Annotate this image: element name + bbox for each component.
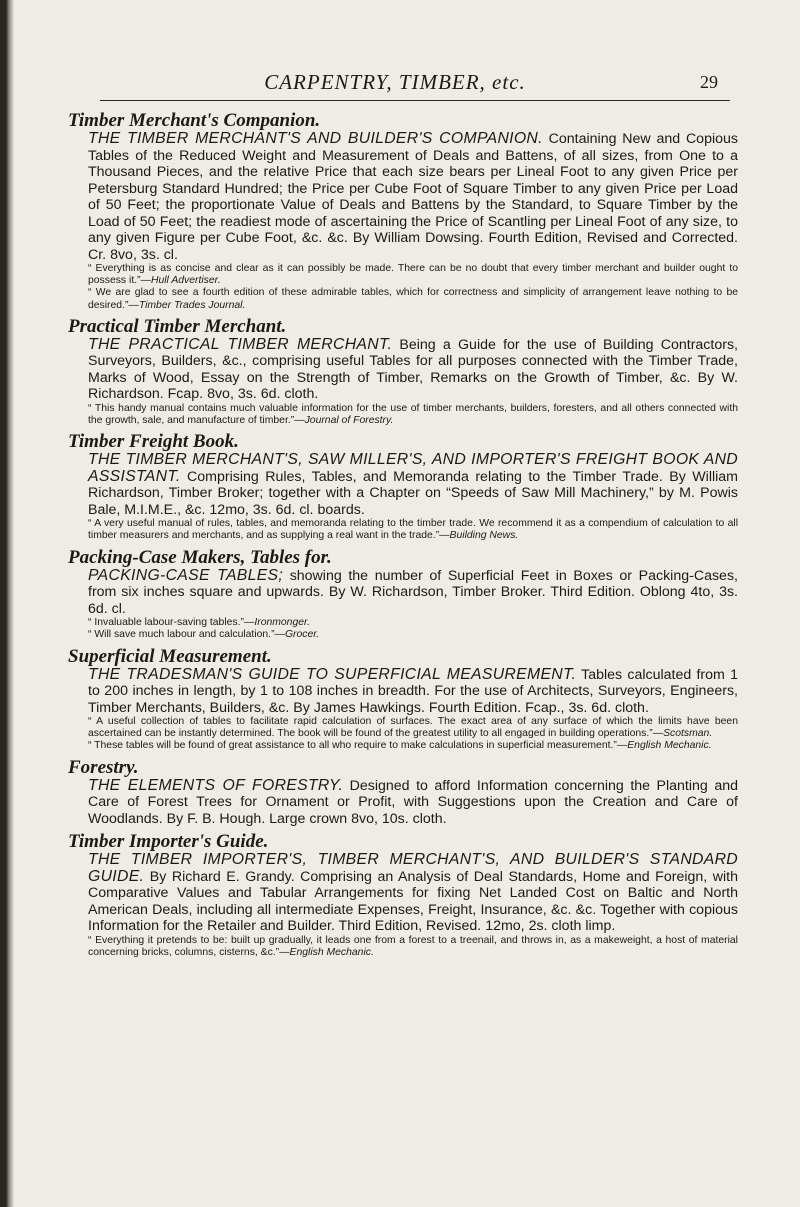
review-quote [88, 518, 738, 542]
book-title: THE TIMBER IMPORTER'S, TIMBER MERCHANT'S, AND BUILDER'S STANDARD GUIDE. [88, 851, 738, 885]
entry-description [88, 131, 738, 263]
book-details: Designed to afford Information concerning the Planting and Care of Forest Trees for Ornament or Profit, with Suggestions upon the Creation and Care of Woodlands. By F. B. Hough. Large crown 8vo, 10s. cloth. [88, 777, 738, 827]
entry-description [88, 452, 738, 518]
quote-text: “ Everything is as concise and clear as it can possibly be made. There can be no doubt that every timber merchant and builder ought to possess it.”— [88, 263, 738, 287]
book-details: Containing New and Copious Tables of the Reduced Weight and Measurement of Deals and Battens, of all sizes, from One to a Thousand Pieces, and the relative Price that each size bears per Lineal Foot to any given Price per Petersburg Standard Hundred; the Price per Cube Foot of Square Timber to any given Price per Load of 50 Feet; the proportionate Value of Deals and Battens by the Standard, to Square Timber by the Load of 50 Feet; the readiest mode of ascertaining the Price of Scantling per Lineal Foot of any size, to any given Figure per Cube Foot, &c. &c. By William Dowsing. Fourth Edition, Revised and Corrected. Cr. 8vo, 3s. cl. [88, 131, 738, 263]
review-quote [88, 287, 738, 311]
catalogue-entry [68, 757, 738, 828]
quote-source: Building News. [449, 530, 519, 542]
entry-heading: Superficial Measurement. [68, 645, 272, 667]
entry-heading: Timber Freight Book. [68, 431, 239, 453]
quote-text: “ These tables will be found of great assistance to all who require to make calculations in superficial measurement.”— [88, 740, 628, 752]
entry-description [88, 568, 738, 618]
quote-source: Scotsman. [663, 728, 713, 740]
book-details: Tables calculated from 1 to 200 inches in length, by 1 to 108 inches in breadth. For the use of Architects, Surveyors, Engineers, Timber Merchants, Builders, &c. By James Hawkings. Fourth Edition. Fcap., 3s. 6d. cloth. [88, 666, 738, 716]
review-quote [88, 740, 738, 752]
book-title: THE ELEMENTS OF FORESTRY. [88, 776, 344, 794]
quote-source: Journal of Forestry. [304, 415, 394, 427]
page-number: 29 [700, 72, 718, 92]
catalogue-entry [68, 431, 738, 542]
catalogue-entries [68, 110, 738, 963]
entry-description [88, 667, 738, 717]
quote-text: “ Invaluable labour-saving tables.”— [88, 617, 255, 629]
book-title: PACKING-CASE TABLES; [88, 566, 284, 584]
entry-heading: Timber Merchant's Companion. [68, 110, 321, 131]
book-spine-shadow [0, 0, 14, 1207]
book-details: By Richard E. Grandy. Comprising an Analysis of Deal Standards, Home and Foreign, with Comparative Values and Tabular Arrangements for fixing Net Landed Cost on Baltic and North American Deals, including all intermediate Expenses, Freight, Insurance, &c. &c. Together with copious Information for the Retailer and Builder. Third Edition, Revised. 12mo, 2s. cloth limp. [88, 868, 738, 935]
entry-heading: Practical Timber Merchant. [68, 315, 287, 337]
entry-description [88, 778, 738, 828]
catalogue-entry [68, 316, 738, 427]
catalogue-entry [68, 110, 738, 312]
review-quote [88, 617, 738, 629]
quote-source: Hull Advertiser. [150, 275, 221, 287]
quote-text: “ We are glad to see a fourth edition of these admirable tables, which for correctness and simplicity of arrangement leave nothing to be desired.”— [88, 287, 738, 311]
quote-source: English Mechanic. [627, 740, 712, 752]
entry-description [88, 337, 738, 403]
quote-source: Timber Trades Journal. [138, 299, 246, 311]
entry-heading: Packing-Case Makers, Tables for. [68, 546, 332, 568]
catalogue-entry [68, 646, 738, 753]
quote-source: Ironmonger. [254, 617, 310, 629]
running-head: CARPENTRY, TIMBER, etc. [264, 70, 526, 94]
header-rule [100, 100, 730, 101]
quote-text: “ Everything it pretends to be: built up gradually, it leads one from a forest to a treenail, and throws in, as a makeweight, a host of material concerning bricks, columns, cisterns, &c.”— [88, 934, 738, 958]
review-quote [88, 716, 738, 740]
book-details: showing the number of Superficial Feet in Boxes or Packing-Cases, from six inches square and upwards. By W. Richardson, Timber Broker. Third Edition. Oblong 4to, 3s. 6d. cl. [88, 567, 738, 617]
review-quote [88, 629, 738, 641]
book-title: THE TIMBER MERCHANT'S AND BUILDER'S COMPANION. [88, 130, 543, 147]
review-quote [88, 935, 738, 959]
entry-heading: Forestry. [68, 756, 139, 778]
review-quote [88, 263, 738, 287]
catalogue-entry [68, 547, 738, 642]
book-title: THE TRADESMAN'S GUIDE TO SUPERFICIAL MEASUREMENT. [88, 665, 577, 683]
quote-source: English Mechanic. [289, 946, 374, 958]
catalogue-entry [68, 831, 738, 959]
entry-heading: Timber Importer's Guide. [68, 831, 269, 853]
book-details: Comprising Rules, Tables, and Memoranda relating to the Timber Trade. By William Richardson, Timber Broker; together with a Chapter on “Speeds of Saw Mill Machinery,” by M. Powis Bale, M.I.M.E., &c. 12mo, 3s. 6d. cl. boards. [88, 468, 738, 518]
book-title: THE TIMBER MERCHANT'S, SAW MILLER'S, AND IMPORTER'S FREIGHT BOOK AND ASSISTANT. [88, 451, 738, 485]
quote-text: “ Will save much labour and calculation.”— [88, 629, 285, 641]
entry-description [88, 852, 738, 935]
quote-text: “ A useful collection of tables to facilitate rapid calculation of surfaces. The exact area of any surface of which the limits have been ascertained can be instantly determined. The book will be found of the greatest utility to all engaged in building operations.”— [88, 716, 738, 740]
quote-text: “ This handy manual contains much valuable information for the use of timber merchants, builders, foresters, and all others connected with the growth, sale, and manufacture of timber.”— [88, 402, 738, 427]
book-details: Being a Guide for the use of Building Contractors, Surveyors, Builders, &c., comprising useful Tables for all purposes connected with the Timber Trade, Marks of Wood, Essay on the Strength of Timber, Remarks on the Growth of Timber, &c. By W. Richardson. Fcap. 8vo, 3s. 6d. cloth. [88, 336, 738, 403]
book-title: THE PRACTICAL TIMBER MERCHANT. [88, 335, 393, 353]
quote-source: Grocer. [284, 629, 320, 641]
review-quote [88, 403, 738, 427]
quote-text: “ A very useful manual of rules, tables, and memoranda relating to the timber trade. We recommend it as a compendium of calculation to all timber measurers and merchants, and as supplying a real want in the trade.”— [88, 518, 738, 542]
